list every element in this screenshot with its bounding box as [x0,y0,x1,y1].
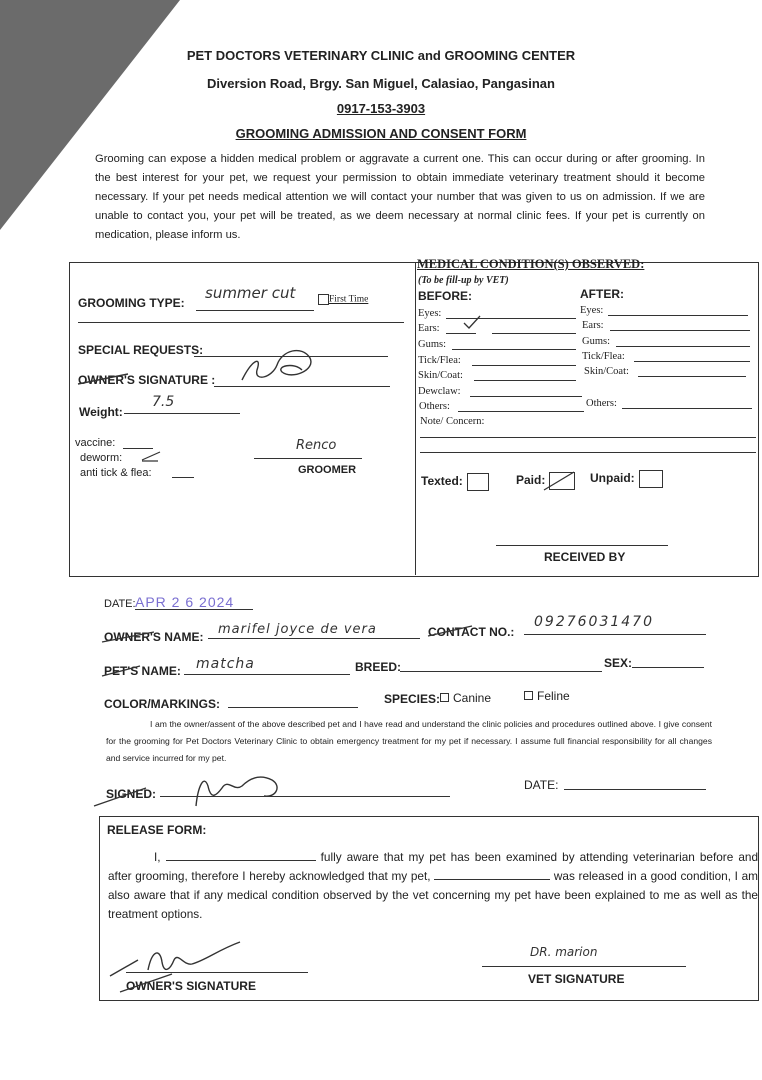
owner-signature-image [232,340,322,390]
consent-paragraph: I am the owner/assent of the above described pet and I have read and understand the clinic policies and procedures outlined above. I give consent for the grooming for Pet Doctors Veterinary Clinic to obtain emergency treatment for my pet if necessary. I assume full financial responsibility for all changes and service incurred for my pet. [106,719,712,763]
anti-tick-flea-line[interactable] [172,477,194,478]
contact-strike-icon [426,624,476,638]
vet-name: DR. marion [530,945,598,959]
first-time-label: First Time [329,294,369,305]
groomer-label: GROOMER [298,464,357,476]
feline-checkbox[interactable] [524,691,533,700]
after-tickflea-line[interactable] [634,361,750,362]
contact-value[interactable]: 09276031470 [534,614,654,630]
unpaid-option[interactable] [590,470,663,488]
after-tickflea-label: Tick/Flea: [582,351,625,362]
before-ears-line-2[interactable] [492,333,576,334]
feline-option[interactable] [524,689,570,703]
release-owner-signature-label: OWNER'S SIGNATURE [126,979,256,993]
vet-signature-line[interactable] [482,966,686,967]
before-eyes-label: Eyes: [418,308,442,319]
clinic-phone: 0917-153-3903 [336,101,426,116]
after-eyes-label: Eyes: [580,305,604,316]
after-label: AFTER: [580,287,624,301]
breed-label: BREED: [355,660,402,674]
note-concern-label: Note/ Concern: [420,416,485,427]
after-others-line[interactable] [622,408,752,409]
pet-name-strike-icon [100,664,146,678]
note-line-1[interactable] [420,437,756,438]
before-gums-line[interactable] [452,349,576,350]
texted-checkbox[interactable] [467,473,489,491]
texted-option[interactable] [421,473,489,491]
after-gums-line[interactable] [616,346,750,347]
before-others-line[interactable] [458,411,584,412]
clinic-address: Diversion Road, Brgy. San Miguel, Calasiao, Pangasinan [207,76,555,91]
breed-line[interactable] [400,671,602,672]
paid-check-icon [542,470,578,494]
date-line [135,609,253,610]
canine-option[interactable] [440,691,491,705]
vaccine-label: vaccine: [75,437,116,449]
after-skincoat-label: Skin/Coat: [584,366,629,377]
unpaid-label: Unpaid: [590,471,635,486]
release-pet-blank[interactable] [434,869,550,880]
medical-subtitle: (To be fill-up by VET) [418,275,509,286]
medical-title: MEDICAL CONDITION(S) OBSERVED: [417,257,645,271]
vet-signature-label: VET SIGNATURE [528,972,625,986]
signed-signature-image [186,766,296,810]
owner-name-label: OWNER'S NAME: [104,630,204,644]
canine-label: Canine [453,691,492,705]
paid-label: Paid: [516,473,546,488]
pet-name-label: PET'S NAME: [104,664,181,678]
grooming-type-line [196,310,314,311]
signed-strike-icon [92,786,152,808]
deworm-label: deworm: [80,452,123,464]
before-label: BEFORE: [418,289,472,303]
canine-checkbox[interactable] [440,693,449,702]
color-markings-line[interactable] [228,707,358,708]
pet-name-value[interactable]: matcha [196,656,255,672]
owner-signature-label: OWNER'S SIGNATURE : [78,373,216,387]
species-label: SPECIES: [384,692,441,706]
before-skincoat-line[interactable] [474,380,576,381]
clinic-name: PET DOCTORS VETERINARY CLINIC and GROOMING CENTER [186,48,576,63]
deworm-check-icon [138,450,168,464]
owner-name-line [208,638,420,639]
date2-line[interactable] [564,789,706,790]
first-time-option[interactable] [318,294,368,305]
weight-label: Weight: [79,405,123,419]
texted-label: Texted: [421,474,463,489]
unpaid-checkbox[interactable] [639,470,663,488]
before-gums-label: Gums: [418,339,447,350]
pet-name-line [184,674,350,675]
release-paragraph [108,848,758,924]
date2-label: DATE: [524,778,559,792]
owner-name-strike-icon [100,630,160,644]
before-dewclaw-line[interactable] [470,396,582,397]
before-ears-line[interactable] [446,333,476,334]
before-tickflea-label: Tick/Flea: [418,355,461,366]
release-title: RELEASE FORM: [107,823,207,837]
vaccine-line[interactable] [123,448,153,449]
release-owner-strike-icon [118,972,178,994]
after-others-label: Others: [586,398,617,409]
after-gums-label: Gums: [582,336,611,347]
ears-check-icon [462,314,482,330]
signed-label: SIGNED: [106,787,157,801]
after-ears-label: Ears: [582,320,604,331]
grooming-type-label: GROOMING TYPE: [78,296,185,310]
received-by-label: RECEIVED BY [544,550,626,564]
before-skincoat-label: Skin/Coat: [418,370,463,381]
weight-value[interactable]: 7.5 [152,394,175,410]
owner-name-value[interactable]: marifel joyce de vera [218,622,377,637]
feline-label: Feline [537,689,570,703]
special-requests-label: SPECIAL REQUESTS: [78,343,204,357]
release-owner-blank[interactable] [166,850,316,861]
after-eyes-line[interactable] [608,315,748,316]
anti-tick-flea-label: anti tick & flea: [80,467,152,479]
box-divider [415,262,416,575]
note-line-2[interactable] [420,452,756,453]
intro-paragraph: Grooming can expose a hidden medical problem or aggravate a current one. This can occur during or after grooming. In the best interest for your pet, we request your permission to obtain immediate veterinary treatment should it become necessary. If your pet needs medical attention we will contact your number that was given to us on admission. If we are unable to contact you, your pet will be treated, as we deem necessary at normal clinic fees. If your pet is currently on medication, please inform us. [95,153,705,241]
before-ears-label: Ears: [418,323,440,334]
weight-line [124,413,240,414]
release-text-3: was released in a good condition, I am also aware that if any medical condition observed by the vet concerning my pet have been explained to me as well as the treatment options. [108,869,759,921]
form-title: GROOMING ADMISSION AND CONSENT FORM [235,126,527,141]
contact-line [524,634,706,635]
groomer-name: Renco [296,438,337,453]
color-markings-label: COLOR/MARKINGS: [104,697,220,711]
grooming-type-value[interactable]: summer cut [205,284,296,302]
sex-label: SEX: [604,656,633,670]
received-by-line[interactable] [496,545,668,546]
after-ears-line[interactable] [610,330,750,331]
contact-label: CONTACT NO.: [428,625,515,639]
date-stamp[interactable]: APR 2 6 2024 [135,594,235,610]
release-text-2: fully aware that my pet has been examined by attending veterinarian before and after grooming, therefore I hereby acknowledged that my pet, [108,850,758,883]
groomer-line [254,458,362,459]
strike-mark-icon [76,370,136,390]
first-time-checkbox[interactable] [318,294,329,305]
date-label: DATE: [104,598,136,610]
before-tickflea-line[interactable] [472,365,576,366]
grooming-extra-line [78,322,404,323]
before-others-label: Others: [419,401,450,412]
after-skincoat-line[interactable] [638,376,746,377]
before-dewclaw-label: Dewclaw: [418,386,461,397]
release-i: I, [154,850,161,864]
sex-line[interactable] [632,667,704,668]
